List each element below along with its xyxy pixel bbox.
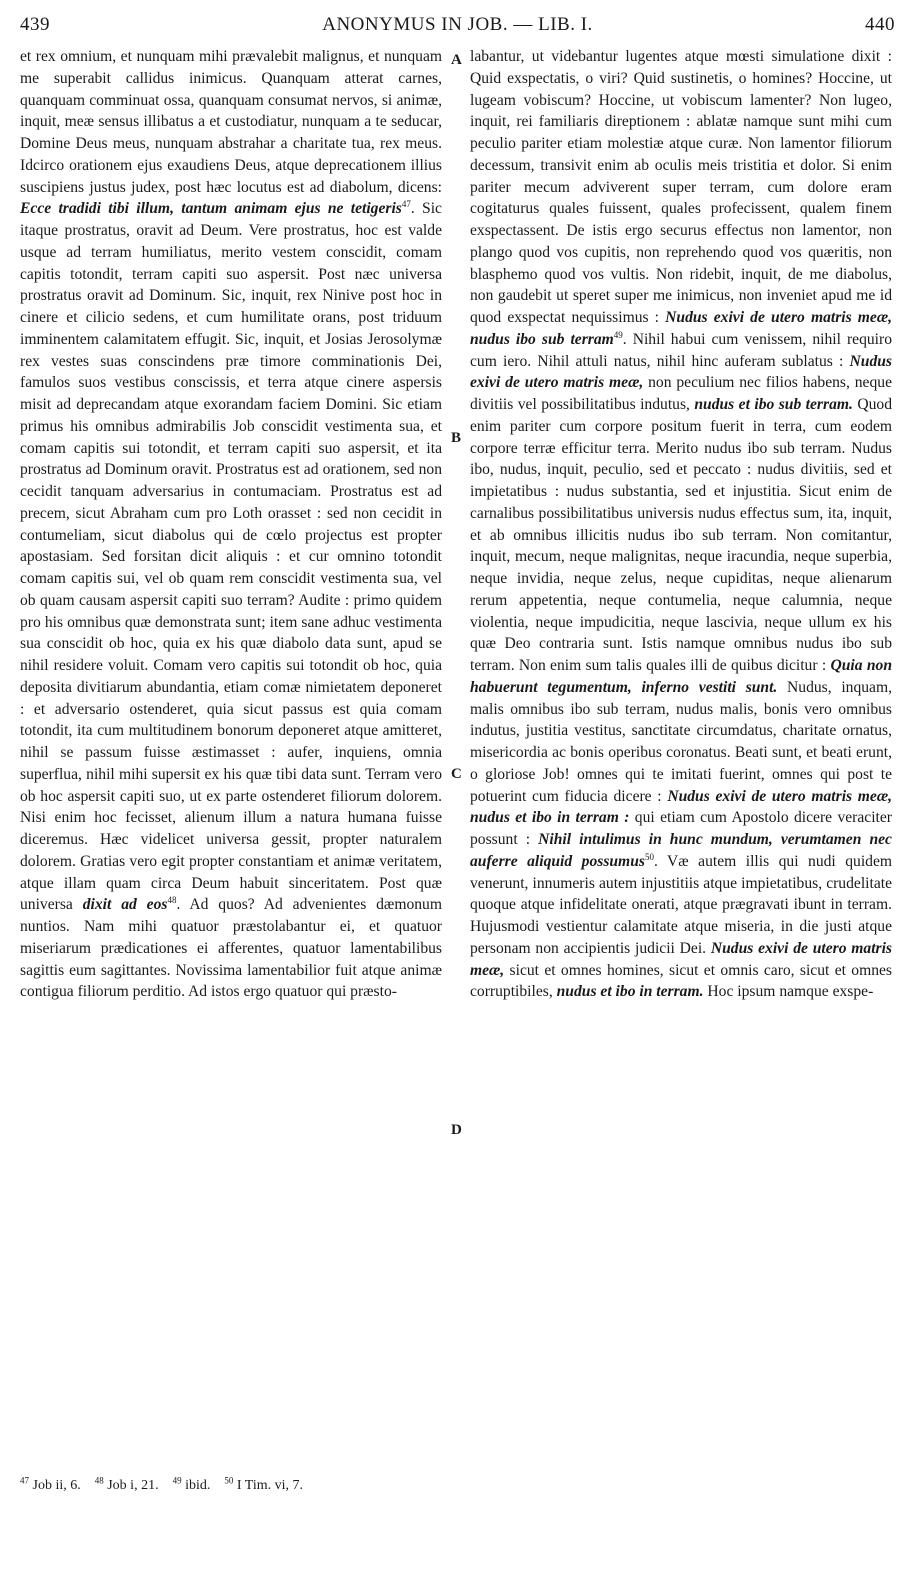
text-segment: . Ad quos? Ad advenientes dæmonum nuntios. Nam mihi quatuor præstolabantur ei, et quatuor miseriarum prædicationes ei afferentes, quatuor lamentabilibus sagittis eum sagittantes. Novissima lamentabilior fuit atque animæ contigua filiorum perditio. Ad istos ergo quatuor qui præsto- — [20, 896, 442, 1001]
footnote-number: 50 — [224, 1475, 234, 1486]
footnote-ref-text: ibid. — [181, 1478, 211, 1493]
text-segment: qui etiam cum Apostolo dicere veraciter possunt : — [470, 809, 892, 848]
page-number-right: 440 — [865, 14, 895, 35]
text-segment: non peculium nec filios habens, neque divitiis vel possibilitatibus indutus, — [470, 374, 892, 413]
footnote-ref: 50 — [644, 851, 654, 862]
footnote — [94, 1475, 159, 1493]
quoted-scripture: Nudus exivi de utero matris meæ, — [470, 352, 892, 392]
quoted-scripture: Nudus exivi de utero matris meæ, — [470, 939, 892, 979]
quoted-scripture: Ecce tradidi tibi illum, tantum animam ejus ne tetigeris — [20, 200, 402, 218]
text-segment: sicut et omnes homines, sicut et omnis caro, sicut et omnes corruptibiles, — [470, 961, 892, 1001]
right-column — [470, 46, 892, 1003]
footnote — [224, 1475, 303, 1493]
margin-marker-d: D — [451, 1122, 462, 1138]
footnote — [172, 1475, 211, 1493]
text-segment: . Væ autem illis qui nudi quidem venerunt, innumeris autem injustitiis atque impietatibus, crudelitate quoque atque infidelitate onerati, atque prægravati ibunt in terram. Hujusmodi vestientur calamitate atque miseria, in die justi atque personam non accipientis judicii Dei. — [470, 852, 892, 957]
footnote-ref: 49 — [613, 329, 623, 340]
page-number-left: 439 — [20, 14, 50, 35]
footnote-ref-text: I Tim. vi, 7. — [233, 1478, 303, 1493]
margin-marker-c: C — [451, 766, 462, 782]
quoted-scripture: dixit ad eos — [82, 896, 168, 914]
footnote-ref: 47 — [401, 199, 411, 210]
text-segment: . Nihil habui cum venissem, nihil requiro cum iero. Nihil attuli natus, nihil hinc auferam sublatus : — [470, 330, 892, 370]
running-header — [20, 14, 895, 42]
footnote-ref: 48 — [167, 895, 177, 906]
text-segment: . Sic itaque prostratus, oravit ad Deum. Vere prostratus, hoc est valde usque ad terram humiliatus, merito vestem conscidit, comam capitis totondit, terram capiti suo aspersit. Post næc universa prostratus oravit ad Dominum. Sic, inquit, rex Ninive post hoc in cinere et cilicio sedens, et cum humilitate orans, post triduum imminentem calamitatem effugit. Sic, inquit, et Josias Jerosolymæ rex vestes suas conscindens præ timore comminationis Dei, famulos suos vestibus conscissis, et terra atque cinere aspersis misit ad deprecandam atque exorandam faciem Domini. Sic etiam primus his omnibus admirabilis Job conscidit vestimenta sua, et comam capitis sui totondit, et terram capiti suo aspersit, et ita prostratus ad Dominum oravit. Prostratus est ad orationem, sed non cecidit tanquam adversarius in contumaciam. Prostratus est ad precem, sicut Abraham cum pro Loth orasset : sed non cecidit in contumeliam, sicut diabolus qui de cœlo projectus est propter apostasiam. Sed forsitan dicit aliquis : et cur omnino totondit comam capitis sui, vel ob quam rem conscidit vestimenta sua, vel ob quam causam aspersit capiti suo terram? Audite : primo quidem pro his omnibus quæ demonstrata sunt; item sane adhuc vestimenta sua conscidit ob hoc, quia ex his quæ diabolo data sunt, apud se nihil residere voluit. Comam vero capitis sui totondit ob hoc, quia deposita divitiarum abundantia, etiam comæ nimietatem deponeret : et adversario ostenderet, quia sicut passus est quia comam totondit, ita cum multitudinem bonorum deponeret atque amitteret, nihil se passum fuisse æstimasset : aufer, inquiens, omnia superflua, nihil mihi supersit ex his quæ tibi data sunt. Terram vero ob hoc aspersit capiti suo, ut ex parte ostenderet filiorum dolorem. Nisi enim hoc fecisset, alienum illum a natura humana fuisse diceremus. Hæc videlicet universa gessit, propter naturalem dolorem. Gratias vero egit propter constantiam et animæ veritatem, atque illam quam circa Deum habuit sinceritatem. Post quæ universa — [20, 200, 442, 914]
footnote-number: 48 — [94, 1475, 104, 1486]
text-segment: Quod enim pariter cum corpore positum fuerit in terra, cum eodem corpore terræ efficitur terra. Merito nudus ibo sub terram. Nudus ibo, nudus, inquit, peculio, sed et peccato : nudus divitiis, sed et impietatibus : nudus substantia, sed et injustitia. Sicut enim de carnalibus possibilitatibus universis nudus effectus sum, ita, inquit, et ab omnibus illicitis nudus ibo sub terram. Non comitantur, inquit, mecum, neque malignitas, neque iracundia, neque superbia, neque invidia, neque zelus, neque cupiditas, neque alienarum rerum appetentia, neque contumelia, neque calumnia, neque violentia, neque impudicitia, neque lascivia, neque ullum ex his quæ Deo contraria sunt. Istis namque omnibus nudus ibo sub terram. Non enim sum talis quales illi de quibus dicitur : — [470, 396, 892, 674]
running-title: ANONYMUS IN JOB. — LIB. I. — [322, 14, 593, 35]
footnote-ref-text: Job ii, 6. — [29, 1478, 81, 1493]
footnote-number: 47 — [20, 1475, 29, 1486]
text-segment: et rex omnium, et nunquam mihi prævalebit malignus, et nunquam me superabit callidus inimicus. Quanquam atterat carnes, quanquam comminuat ossa, quanquam consumat nervos, si animæ, inquit, meæ sensus illibatus a et custodiatur, nunquam a te seducar, Domine Deus meus, nunquam abstrahar a charitate tua, rex meus. Idcirco orationem ejus exaudiens Deus, atque deprecationem illius suscipiens justus judex, post hæc locutus est ad diabolum, dicens: — [20, 48, 442, 196]
text-segment: Hoc ipsum namque exspe- — [703, 983, 874, 1001]
margin-marker-b: B — [451, 430, 462, 446]
footnote-ref-text: Job i, 21. — [103, 1478, 159, 1493]
quoted-scripture: nudus et ibo sub terram. — [694, 396, 853, 413]
quoted-scripture: Nihil intulimus in hunc mundum, verumtamen nec auferre aliquid possumus — [470, 831, 892, 870]
footnotes — [20, 1475, 317, 1494]
footnote — [20, 1475, 81, 1493]
left-column — [20, 46, 442, 1003]
quoted-scripture: nudus et ibo in terram. — [556, 983, 704, 1001]
quoted-scripture: Quia non habuerunt tegumentum, inferno vestiti sunt. — [470, 657, 892, 696]
quoted-scripture: Nudus exivi de utero matris meæ, nudus ibo sub terram — [470, 309, 893, 348]
quoted-scripture: Nudus exivi de utero matris meæ, nudus et ibo in terram : — [470, 787, 892, 827]
left-column-text — [20, 46, 442, 1003]
margin-marker-a: A — [451, 52, 462, 68]
text-segment: labantur, ut videbantur lugentes atque mœsti simulatione dixit : Quid exspectatis, o viri? Quid sustinetis, o homines? Hoccine, ut lugeam vobiscum? Hoccine, ut vobiscum lamenter? Non lugeo, inquit, rei familiaris direptionem : ablatæ namque sunt mihi cum peculio pariter etiam molestiæ atque curæ. Non lamentor filiorum decessum, transivit enim ab oculis meis tristitia et dolor. Si enim pariter mecum adviverent super terram, cum dolore eram cogitaturus quales fuissent, quales profecissent, qualem finem exspectassent. De istis ergo securus effectus non lamentor, non plango quod vos cupitis, non reprehendo quod vos quæritis, non blasphemo quod vos vultis. Non ridebit, inquit, de me diabolus, non gaudebit ut speret super me inimicus, non inveniet apud me id quod exspectat nequissimus : — [470, 48, 892, 326]
footnote-number: 49 — [172, 1475, 182, 1486]
right-column-text — [470, 46, 892, 1003]
text-segment: Nudus, inquam, malis omnibus ibo sub terram, nudus malis, bonis vero omnibus indutus, justitia vestitus, sanctitate circumdatus, charitate ornatus, misericordia ac bonis operibus coronatus. Beati sunt, et beati erunt, o gloriose Job! omnes qui te imitati fuerint, omnes qui post te potuerint cum fiducia dicere : — [470, 678, 892, 805]
